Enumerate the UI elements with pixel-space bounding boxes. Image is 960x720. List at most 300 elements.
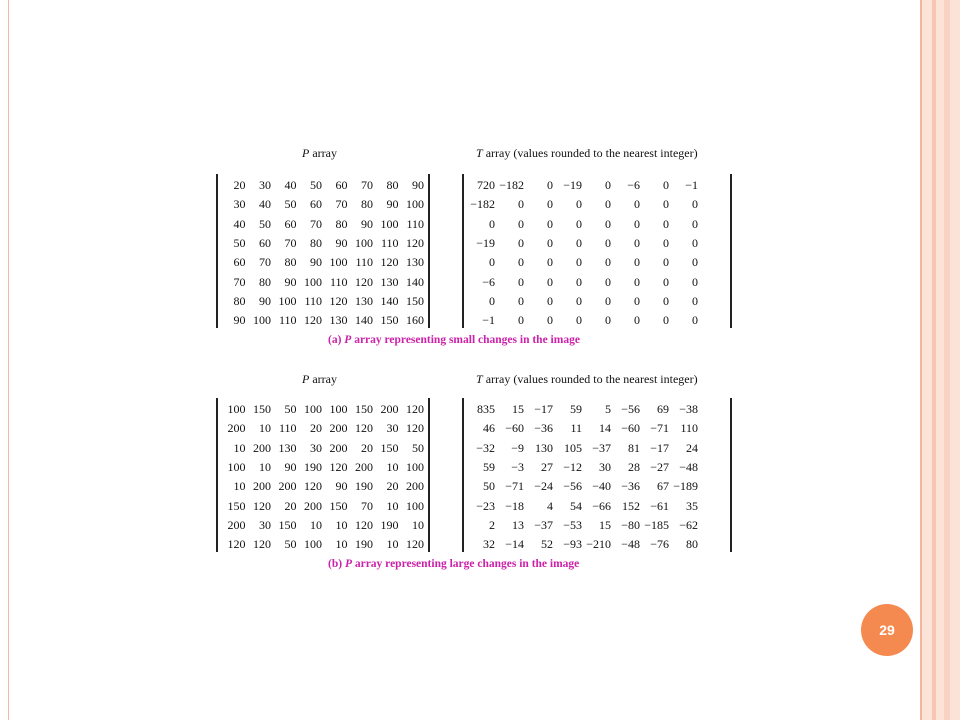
matrix-cell: 81 — [628, 440, 640, 455]
t-array-header: T array (values rounded to the nearest integer) — [476, 146, 698, 160]
matrix-cell: 0 — [576, 197, 582, 212]
matrix-cell: −1 — [685, 178, 698, 193]
matrix-cell: 0 — [663, 216, 669, 231]
matrix-cell: 0 — [576, 236, 582, 251]
matrix-cell: 10 — [233, 440, 246, 455]
matrix-cell: 100 — [227, 402, 246, 417]
matrix-row — [466, 234, 698, 253]
matrix-cell: −185 — [644, 517, 669, 532]
matrix-cell: 0 — [489, 216, 495, 231]
matrix-cell: −36 — [621, 479, 640, 494]
matrix-cell: 20 — [284, 498, 297, 513]
matrix-cell: 11 — [570, 421, 582, 436]
matrix-cell: 200 — [406, 479, 424, 494]
matrix-cell: −80 — [621, 517, 640, 532]
matrix-cell: 200 — [329, 440, 348, 455]
matrix-cell: −40 — [592, 479, 611, 494]
matrix-cell: 10 — [259, 421, 271, 436]
p-matrix — [220, 400, 424, 554]
matrix-cell: 60 — [335, 178, 348, 193]
matrix-cell: 70 — [284, 236, 297, 251]
matrix-cell: 4 — [547, 498, 553, 513]
matrix-cell: 150 — [227, 498, 246, 513]
matrix-cell: 100 — [278, 293, 297, 308]
matrix-cell: −27 — [650, 460, 669, 475]
matrix-cell: 10 — [310, 517, 322, 532]
matrix-cell: 100 — [406, 197, 424, 212]
matrix-cell: 80 — [284, 255, 297, 270]
matrix-row — [466, 496, 698, 515]
matrix-cell: 46 — [483, 421, 495, 436]
matrix-cell: −37 — [534, 517, 553, 532]
matrix-cell: −37 — [592, 440, 611, 455]
matrix-cell: 200 — [304, 498, 322, 513]
matrix-row — [220, 439, 424, 458]
matrix-cell: 0 — [663, 178, 669, 193]
matrix-cell: −76 — [650, 537, 669, 552]
matrix-cell: 90 — [386, 197, 399, 212]
matrix-row — [466, 292, 698, 311]
matrix-cell: 50 — [412, 440, 424, 455]
matrix-cell: 30 — [310, 440, 322, 455]
matrix-cell: 110 — [278, 421, 297, 436]
matrix-row — [220, 516, 424, 535]
matrix-cell: 100 — [304, 537, 322, 552]
matrix-cell: −56 — [621, 402, 640, 417]
matrix-cell: 100 — [227, 460, 246, 475]
matrix-cell: 0 — [692, 255, 698, 270]
matrix-cell: 100 — [329, 402, 348, 417]
matrix-cell: 0 — [692, 216, 698, 231]
matrix-cell: −36 — [534, 421, 553, 436]
matrix-cell: 10 — [386, 537, 399, 552]
matrix-row — [466, 272, 698, 291]
t-array-header: T array (values rounded to the nearest integer) — [476, 372, 698, 386]
matrix-cell: 0 — [518, 236, 524, 251]
matrix-row — [220, 419, 424, 438]
matrix-cell: 100 — [329, 255, 348, 270]
matrix-cell: 0 — [634, 216, 640, 231]
matrix-bracket-left — [216, 174, 218, 328]
matrix-cell: −66 — [592, 498, 611, 513]
matrix-cell: 0 — [634, 255, 640, 270]
matrix-cell: 0 — [489, 293, 495, 308]
matrix-cell: 200 — [227, 421, 246, 436]
matrix-cell: −56 — [563, 479, 582, 494]
matrix-cell: 190 — [380, 517, 399, 532]
matrix-cell: 0 — [547, 236, 553, 251]
matrix-cell: 52 — [541, 537, 553, 552]
matrix-cell: 0 — [489, 255, 495, 270]
matrix-bracket-left — [462, 174, 464, 328]
matrix-cell: 0 — [692, 236, 698, 251]
matrix-cell: 59 — [570, 402, 582, 417]
matrix-cell: 120 — [329, 460, 348, 475]
matrix-cell: 0 — [547, 274, 553, 289]
matrix-cell: 100 — [406, 498, 424, 513]
matrix-cell: 120 — [406, 236, 424, 251]
matrix-cell: 80 — [335, 216, 348, 231]
matrix-cell: 0 — [663, 255, 669, 270]
matrix-cell: 40 — [259, 197, 271, 212]
matrix-cell: 120 — [253, 537, 271, 552]
matrix-cell: 0 — [634, 236, 640, 251]
matrix-cell: 0 — [547, 293, 553, 308]
matrix-cell: 150 — [278, 517, 297, 532]
matrix-row — [466, 535, 698, 554]
matrix-cell: 152 — [622, 498, 640, 513]
matrix-cell: 20 — [386, 479, 399, 494]
matrix-cell: 28 — [628, 460, 640, 475]
matrix-cell: 100 — [406, 460, 424, 475]
matrix-cell: 120 — [355, 274, 373, 289]
matrix-bracket-left — [462, 398, 464, 552]
matrix-cell: 60 — [284, 216, 297, 231]
matrix-cell: 190 — [304, 460, 322, 475]
matrix-cell: 0 — [605, 197, 611, 212]
slide-right-border-line — [920, 0, 922, 720]
matrix-cell: 100 — [304, 274, 322, 289]
matrix-cell: 0 — [576, 255, 582, 270]
matrix-cell: 200 — [253, 440, 271, 455]
matrix-cell: 200 — [380, 402, 399, 417]
matrix-cell: 15 — [599, 517, 611, 532]
matrix-row — [220, 253, 424, 272]
p-array-header: P array — [302, 146, 337, 160]
matrix-cell: 720 — [477, 178, 495, 193]
panel-a — [214, 140, 734, 360]
matrix-row — [220, 535, 424, 554]
matrix-cell: 0 — [518, 197, 524, 212]
matrix-cell: 80 — [233, 293, 246, 308]
matrix-row — [466, 458, 698, 477]
matrix-cell: 190 — [355, 537, 373, 552]
matrix-cell: 50 — [284, 402, 297, 417]
matrix-cell: 70 — [310, 216, 322, 231]
slide-right-border-band — [920, 0, 960, 720]
matrix-cell: 80 — [686, 537, 698, 552]
matrix-cell: 0 — [547, 197, 553, 212]
matrix-cell: −93 — [563, 537, 582, 552]
matrix-cell: 110 — [380, 236, 399, 251]
matrix-cell: −9 — [511, 440, 524, 455]
matrix-row — [466, 311, 698, 330]
matrix-row — [220, 496, 424, 515]
matrix-cell: 200 — [227, 517, 246, 532]
matrix-cell: −182 — [499, 178, 524, 193]
matrix-cell: 0 — [663, 313, 669, 328]
p-array-header: P array — [302, 372, 337, 386]
matrix-cell: 80 — [259, 274, 271, 289]
matrix-cell: 120 — [406, 537, 424, 552]
matrix-cell: 90 — [361, 216, 373, 231]
matrix-cell: 150 — [406, 293, 424, 308]
matrix-cell: 30 — [259, 517, 271, 532]
matrix-cell: −60 — [621, 421, 640, 436]
matrix-cell: 50 — [284, 197, 297, 212]
matrix-cell: −60 — [505, 421, 524, 436]
matrix-cell: 0 — [547, 178, 553, 193]
matrix-cell: 10 — [412, 517, 424, 532]
matrix-cell: 200 — [253, 479, 271, 494]
matrix-cell: 54 — [570, 498, 582, 513]
matrix-cell: 110 — [406, 216, 424, 231]
matrix-cell: 160 — [406, 313, 424, 328]
matrix-row — [220, 215, 424, 234]
matrix-cell: 0 — [547, 255, 553, 270]
matrix-cell: 40 — [233, 216, 246, 231]
matrix-cell: 100 — [355, 236, 373, 251]
matrix-row — [220, 195, 424, 214]
matrix-cell: 120 — [406, 402, 424, 417]
matrix-row — [466, 477, 698, 496]
matrix-row — [220, 272, 424, 291]
matrix-cell: −23 — [476, 498, 495, 513]
matrix-cell: −19 — [476, 236, 495, 251]
matrix-cell: 70 — [259, 255, 271, 270]
matrix-cell: −38 — [679, 402, 698, 417]
matrix-cell: 0 — [576, 274, 582, 289]
matrix-cell: −48 — [679, 460, 698, 475]
matrix-cell: 0 — [518, 255, 524, 270]
matrix-cell: 100 — [304, 402, 322, 417]
matrix-cell: 30 — [386, 421, 399, 436]
matrix-cell: 200 — [278, 479, 297, 494]
matrix-cell: 50 — [259, 216, 271, 231]
matrix-cell: 0 — [605, 216, 611, 231]
matrix-cell: 0 — [663, 274, 669, 289]
matrix-row — [220, 311, 424, 330]
matrix-cell: 30 — [259, 178, 271, 193]
p-matrix — [220, 176, 424, 330]
matrix-cell: 0 — [692, 274, 698, 289]
matrix-cell: 140 — [355, 313, 373, 328]
matrix-cell: −19 — [563, 178, 582, 193]
matrix-cell: 0 — [692, 197, 698, 212]
matrix-cell: −32 — [476, 440, 495, 455]
matrix-cell: 0 — [576, 313, 582, 328]
matrix-cell: 67 — [657, 479, 669, 494]
matrix-cell: 20 — [310, 421, 322, 436]
matrix-cell: 80 — [361, 197, 373, 212]
matrix-row — [466, 176, 698, 195]
matrix-cell: 120 — [406, 421, 424, 436]
matrix-bracket-right — [428, 398, 430, 552]
matrix-cell: 110 — [329, 274, 348, 289]
matrix-cell: 27 — [541, 460, 553, 475]
matrix-cell: 10 — [335, 537, 348, 552]
matrix-cell: 50 — [233, 236, 246, 251]
matrix-cell: 10 — [259, 460, 271, 475]
matrix-cell: 0 — [576, 216, 582, 231]
matrix-cell: 0 — [634, 274, 640, 289]
matrix-cell: 60 — [310, 197, 322, 212]
matrix-cell: 2 — [489, 517, 495, 532]
matrix-cell: 35 — [686, 498, 698, 513]
matrix-cell: 0 — [634, 313, 640, 328]
matrix-row — [466, 419, 698, 438]
matrix-cell: 20 — [361, 440, 373, 455]
matrix-row — [466, 195, 698, 214]
matrix-row — [466, 439, 698, 458]
matrix-bracket-right — [428, 174, 430, 328]
matrix-cell: 100 — [253, 313, 271, 328]
matrix-cell: −14 — [505, 537, 524, 552]
matrix-cell: 0 — [605, 313, 611, 328]
matrix-cell: 90 — [284, 274, 297, 289]
matrix-cell: 69 — [657, 402, 669, 417]
matrix-cell: 70 — [361, 498, 373, 513]
matrix-cell: 70 — [233, 274, 246, 289]
matrix-cell: 70 — [361, 178, 373, 193]
matrix-cell: 10 — [335, 517, 348, 532]
matrix-cell: 150 — [253, 402, 271, 417]
matrix-cell: 190 — [355, 479, 373, 494]
matrix-cell: 14 — [599, 421, 611, 436]
matrix-cell: 200 — [355, 460, 373, 475]
matrix-cell: 24 — [686, 440, 698, 455]
matrix-cell: 30 — [599, 460, 611, 475]
matrix-cell: 60 — [259, 236, 271, 251]
matrix-cell: 150 — [380, 313, 399, 328]
matrix-row — [220, 176, 424, 195]
matrix-cell: 5 — [605, 402, 611, 417]
matrix-cell: 70 — [335, 197, 348, 212]
matrix-row — [220, 458, 424, 477]
matrix-cell: 0 — [518, 293, 524, 308]
t-matrix — [466, 176, 698, 330]
matrix-cell: 90 — [310, 255, 322, 270]
matrix-cell: 10 — [386, 498, 399, 513]
matrix-cell: 80 — [386, 178, 399, 193]
matrix-cell: −6 — [627, 178, 640, 193]
matrix-row — [466, 215, 698, 234]
matrix-cell: 130 — [535, 440, 553, 455]
matrix-cell: 32 — [483, 537, 495, 552]
matrix-cell: −6 — [482, 274, 495, 289]
matrix-cell: 120 — [380, 255, 399, 270]
figure-caption: (b) P array representing large changes in the image — [328, 558, 580, 570]
figure-caption: (a) P array representing small changes in the image — [328, 334, 580, 346]
matrix-cell: 0 — [518, 274, 524, 289]
matrix-cell: 0 — [692, 293, 698, 308]
matrix-cell: −3 — [511, 460, 524, 475]
matrix-cell: −17 — [650, 440, 669, 455]
matrix-cell: 130 — [355, 293, 373, 308]
matrix-cell: 105 — [564, 440, 582, 455]
matrix-cell: 90 — [412, 178, 424, 193]
matrix-cell: 140 — [406, 274, 424, 289]
matrix-cell: −18 — [505, 498, 524, 513]
slide-right-border-line — [944, 0, 950, 720]
matrix-cell: 80 — [310, 236, 322, 251]
matrix-row — [466, 253, 698, 272]
matrix-cell: 30 — [233, 197, 246, 212]
matrix-cell: 0 — [663, 197, 669, 212]
matrix-cell: 50 — [284, 537, 297, 552]
matrix-cell: 90 — [284, 460, 297, 475]
matrix-cell: −48 — [621, 537, 640, 552]
matrix-cell: 40 — [284, 178, 297, 193]
dct-figure — [214, 140, 734, 570]
matrix-cell: −24 — [534, 479, 553, 494]
matrix-cell: 110 — [304, 293, 322, 308]
panel-b — [214, 366, 734, 586]
matrix-cell: 140 — [380, 293, 399, 308]
matrix-cell: −17 — [534, 402, 553, 417]
matrix-cell: 0 — [547, 313, 553, 328]
slide-left-border — [8, 0, 9, 720]
matrix-cell: 0 — [605, 255, 611, 270]
matrix-cell: 110 — [680, 421, 698, 436]
matrix-cell: 110 — [355, 255, 373, 270]
matrix-cell: −182 — [470, 197, 495, 212]
matrix-cell: 0 — [634, 197, 640, 212]
matrix-cell: −53 — [563, 517, 582, 532]
matrix-cell: 0 — [518, 313, 524, 328]
matrix-cell: 0 — [605, 178, 611, 193]
matrix-cell: 10 — [386, 460, 399, 475]
matrix-row — [220, 292, 424, 311]
matrix-cell: 0 — [576, 293, 582, 308]
matrix-row — [220, 400, 424, 419]
matrix-cell: 13 — [512, 517, 524, 532]
matrix-cell: 90 — [335, 479, 348, 494]
matrix-row — [220, 477, 424, 496]
matrix-cell: −62 — [679, 517, 698, 532]
matrix-cell: 0 — [605, 274, 611, 289]
matrix-cell: 10 — [233, 479, 246, 494]
matrix-cell: 0 — [605, 293, 611, 308]
matrix-cell: 120 — [253, 498, 271, 513]
matrix-cell: 120 — [329, 293, 348, 308]
matrix-cell: −61 — [650, 498, 669, 513]
matrix-cell: 120 — [304, 313, 322, 328]
matrix-cell: −71 — [650, 421, 669, 436]
matrix-cell: 15 — [512, 402, 524, 417]
matrix-cell: 130 — [329, 313, 348, 328]
matrix-cell: 0 — [663, 293, 669, 308]
matrix-bracket-right — [730, 174, 732, 328]
matrix-cell: 0 — [692, 313, 698, 328]
matrix-row — [466, 400, 698, 419]
matrix-cell: 150 — [329, 498, 348, 513]
matrix-cell: 120 — [304, 479, 322, 494]
matrix-cell: 130 — [278, 440, 297, 455]
matrix-cell: 130 — [406, 255, 424, 270]
matrix-cell: 0 — [634, 293, 640, 308]
matrix-row — [220, 234, 424, 253]
t-matrix — [466, 400, 698, 554]
matrix-cell: 0 — [605, 236, 611, 251]
matrix-cell: 120 — [227, 537, 246, 552]
matrix-cell: 120 — [355, 421, 373, 436]
matrix-bracket-right — [730, 398, 732, 552]
matrix-cell: 59 — [483, 460, 495, 475]
matrix-bracket-left — [216, 398, 218, 552]
matrix-cell: 120 — [355, 517, 373, 532]
matrix-cell: −189 — [673, 479, 698, 494]
matrix-cell: 130 — [380, 274, 399, 289]
matrix-cell: 0 — [518, 216, 524, 231]
matrix-cell: −1 — [482, 313, 495, 328]
matrix-cell: 150 — [355, 402, 373, 417]
matrix-cell: 90 — [335, 236, 348, 251]
matrix-cell: 60 — [233, 255, 246, 270]
matrix-cell: 100 — [380, 216, 399, 231]
matrix-cell: 50 — [310, 178, 322, 193]
matrix-cell: 90 — [233, 313, 246, 328]
